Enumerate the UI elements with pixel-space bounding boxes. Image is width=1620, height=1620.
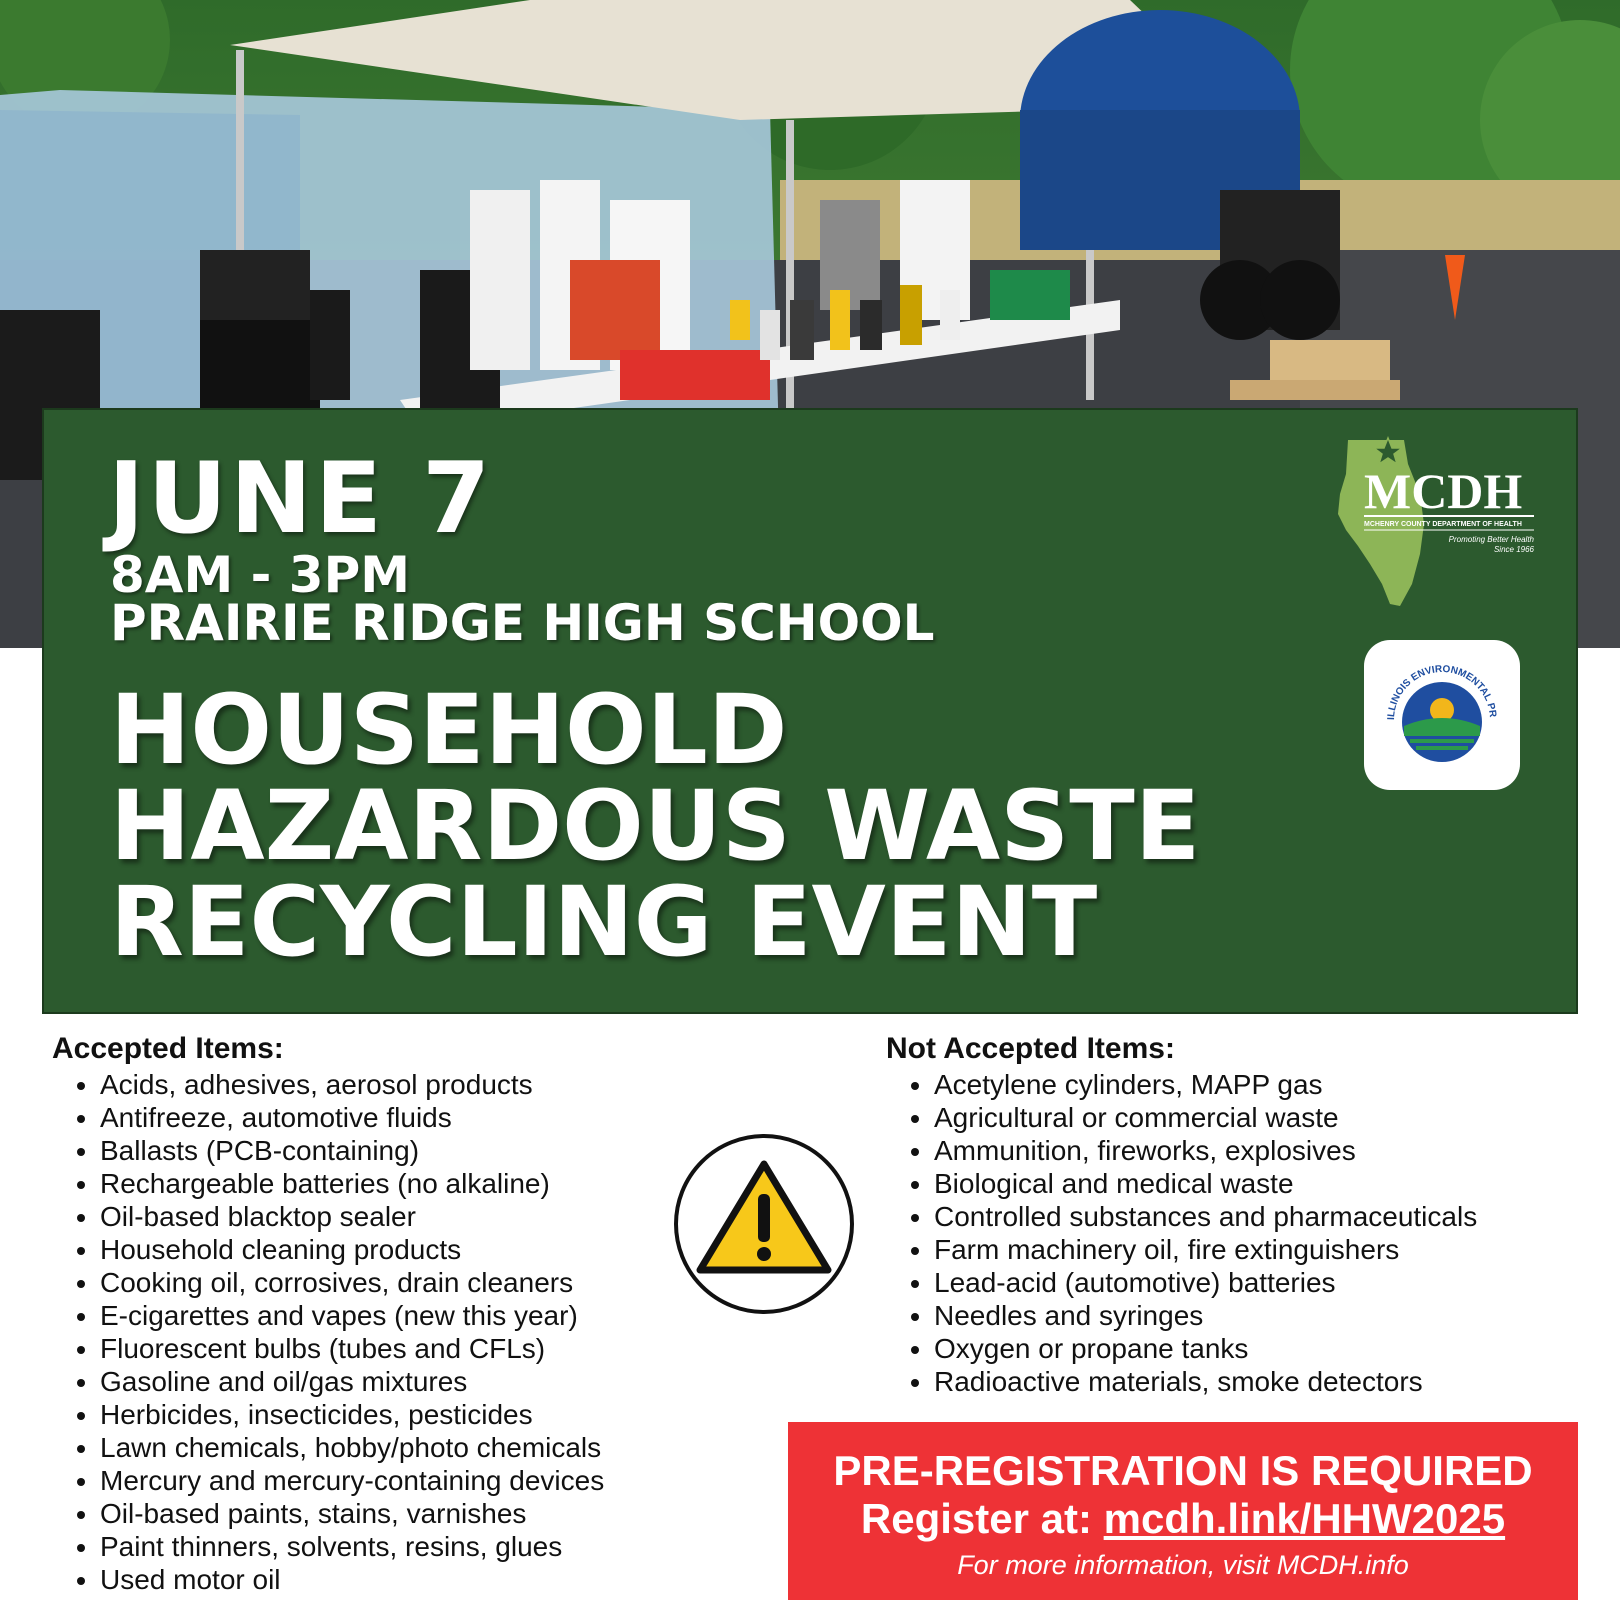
list-item: • Controlled substances and pharmaceuticals <box>934 1200 1477 1233</box>
list-item: • Acids, adhesives, aerosol products <box>100 1068 604 1101</box>
mcdh-tagline: Promoting Better Health <box>1448 535 1534 544</box>
list-item: • Rechargeable batteries (no alkaline) <box>100 1167 604 1200</box>
event-title-line: RECYCLING EVENT <box>110 866 1098 978</box>
list-item: • Biological and medical waste <box>934 1167 1477 1200</box>
list-item: • Household cleaning products <box>100 1233 604 1266</box>
registration-notice: PRE-REGISTRATION IS REQUIRED <box>833 1447 1533 1494</box>
registration-link[interactable]: mcdh.link/HHW2025 <box>1103 1495 1506 1542</box>
event-banner <box>42 408 1578 1014</box>
list-item: • Lawn chemicals, hobby/photo chemicals <box>100 1431 604 1464</box>
list-item: • Paint thinners, solvents, resins, glues <box>100 1530 604 1563</box>
event-location: PRAIRIE RIDGE HIGH SCHOOL <box>110 594 935 652</box>
more-info-text: For more information, visit MCDH.info <box>957 1550 1409 1580</box>
list-item: • Lead-acid (automotive) batteries <box>934 1266 1477 1299</box>
event-title <box>110 674 1201 978</box>
mcdh-wordmark: MCDH <box>1364 463 1523 519</box>
list-item: • Oil-based blacktop sealer <box>100 1200 604 1233</box>
event-date: JUNE 7 <box>108 442 494 556</box>
event-title-line: HOUSEHOLD <box>110 674 788 786</box>
list-item: • Acetylene cylinders, MAPP gas <box>934 1068 1477 1101</box>
list-item: • Agricultural or commercial waste <box>934 1101 1477 1134</box>
event-title-line: HAZARDOUS WASTE <box>110 770 1201 882</box>
list-item: • Fluorescent bulbs (tubes and CFLs) <box>100 1332 604 1365</box>
list-item: • Radioactive materials, smoke detectors <box>934 1365 1477 1398</box>
list-item: • Oil-based paints, stains, varnishes <box>100 1497 604 1530</box>
accepted-heading: Accepted Items: <box>52 1032 284 1065</box>
list-item: • Needles and syringes <box>934 1299 1477 1332</box>
registration-line <box>788 1494 1578 1544</box>
accepted-list <box>52 1068 604 1596</box>
list-item: • Oxygen or propane tanks <box>934 1332 1477 1365</box>
list-item: • Antifreeze, automotive fluids <box>100 1101 604 1134</box>
warning-triangle-icon <box>672 1132 856 1316</box>
iepa-logo <box>1364 640 1520 790</box>
list-item: • Cooking oil, corrosives, drain cleaners <box>100 1266 604 1299</box>
not-accepted-heading: Not Accepted Items: <box>886 1032 1175 1065</box>
list-item: • Ballasts (PCB-containing) <box>100 1134 604 1167</box>
mcdh-subtitle: MCHENRY COUNTY DEPARTMENT OF HEALTH <box>1364 521 1522 528</box>
list-item: • Used motor oil <box>100 1563 604 1596</box>
accepted-items <box>52 1032 604 1596</box>
event-time: 8AM - 3PM <box>110 546 410 604</box>
list-item: • Farm machinery oil, fire extinguishers <box>934 1233 1477 1266</box>
mcdh-since: Since 1966 <box>1493 545 1534 554</box>
registration-box <box>788 1422 1578 1600</box>
registration-prefix: Register at: <box>860 1495 1104 1542</box>
not-accepted-list <box>886 1068 1477 1398</box>
not-accepted-items <box>886 1032 1477 1398</box>
list-item: • Ammunition, fireworks, explosives <box>934 1134 1477 1167</box>
list-item: • Herbicides, insecticides, pesticides <box>100 1398 604 1431</box>
list-item: • Mercury and mercury-containing devices <box>100 1464 604 1497</box>
iepa-text: ILLINOIS ENVIRONMENTAL PR <box>1385 663 1499 721</box>
list-item: • Gasoline and oil/gas mixtures <box>100 1365 604 1398</box>
list-item: • E-cigarettes and vapes (new this year) <box>100 1299 604 1332</box>
mcdh-logo <box>1312 434 1612 614</box>
